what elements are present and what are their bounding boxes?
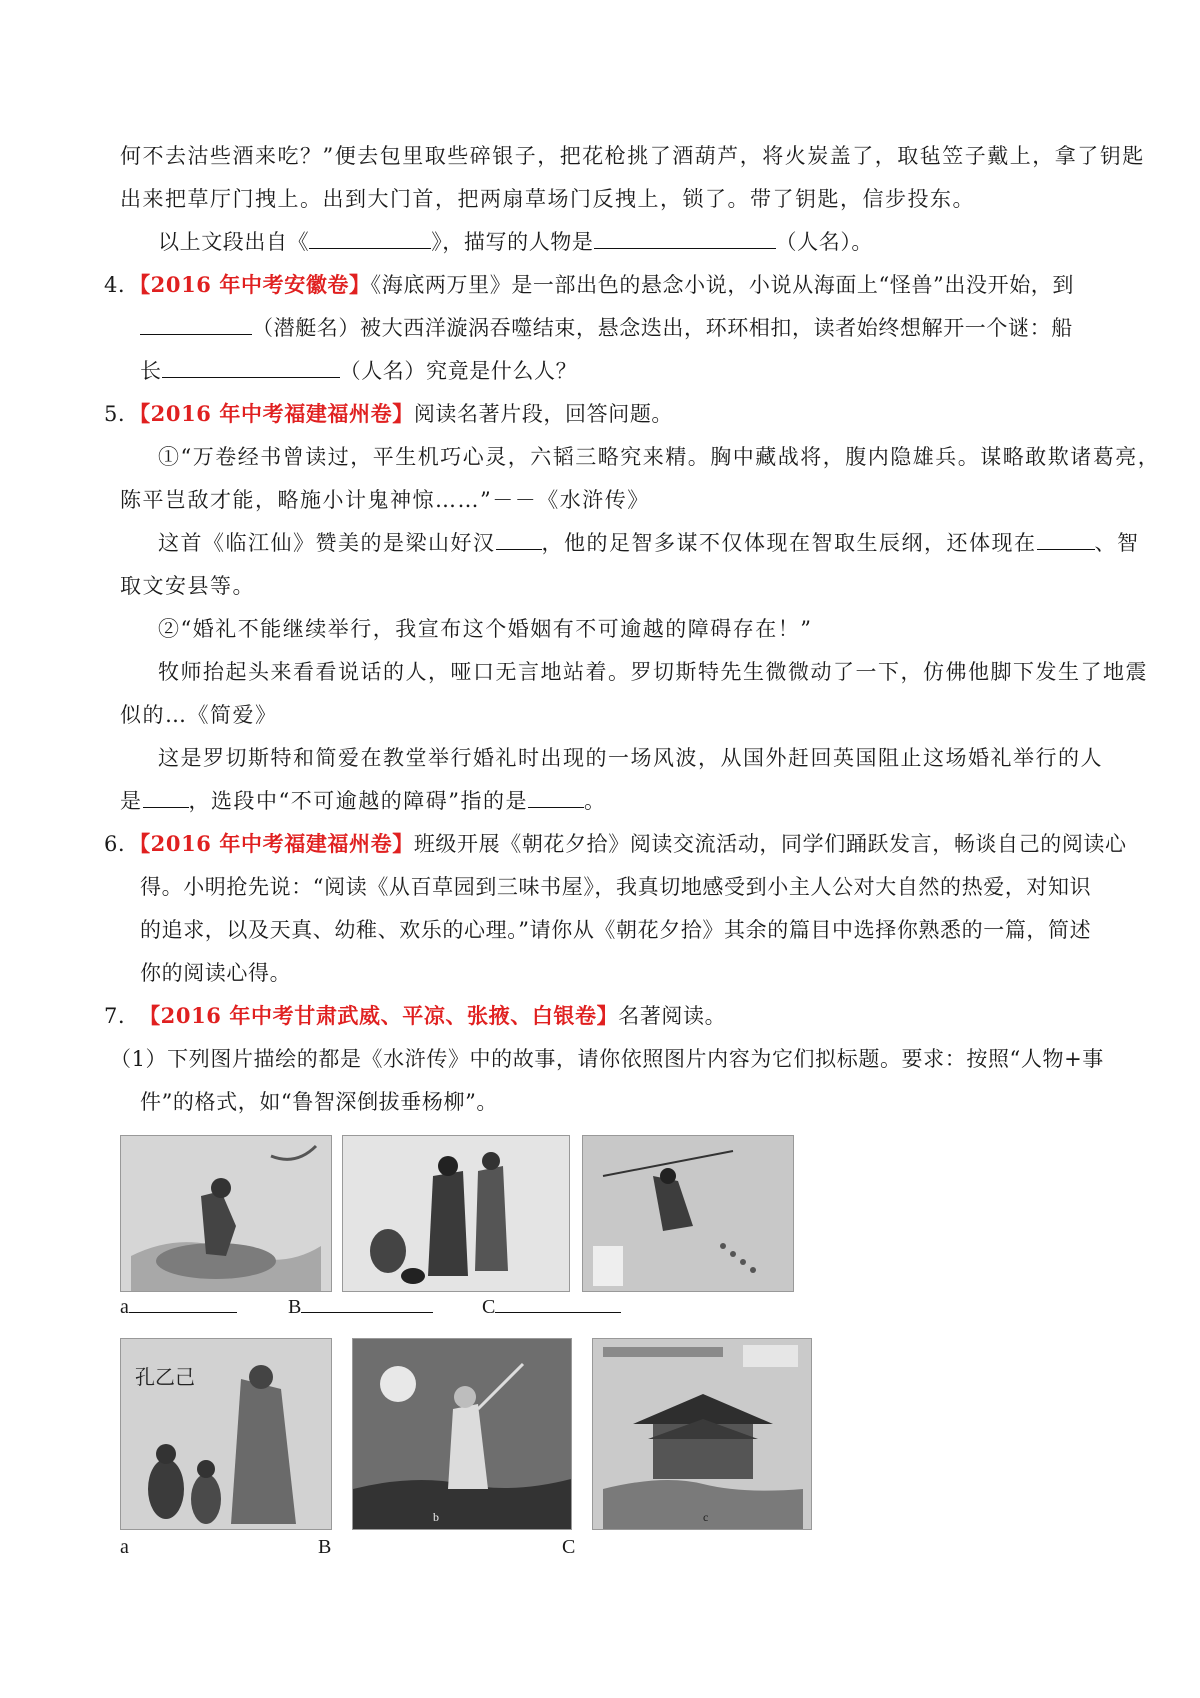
question-text: 长 <box>140 359 162 383</box>
question-text: ，选段中“不可逾越的障碍”指的是 <box>188 789 528 813</box>
illustration-3-art <box>583 1136 793 1291</box>
illustration-4 <box>120 1338 332 1530</box>
illustration-6-label: c <box>703 1510 709 1524</box>
illustration-6 <box>592 1338 812 1530</box>
question-7-sub1-line-2: 件”的格式，如“鲁智深倒拔垂杨柳”。 <box>140 1090 499 1114</box>
question-6-line-3: 的追求，以及天真、幼稚、欢乐的心理。”请你从《朝花夕拾》其余的篇目中选择你熟悉的一篇，简述 <box>140 918 1092 942</box>
excerpt-1-question-line-1 <box>158 528 1140 558</box>
question-text: 。 <box>583 789 607 813</box>
illustration-6-art <box>593 1339 811 1529</box>
answer-blank[interactable] <box>162 357 340 378</box>
answer-blank[interactable] <box>1037 529 1095 550</box>
excerpt-2-line-3: 似的…《简爱》 <box>120 703 278 727</box>
illustration-3 <box>582 1135 794 1292</box>
question-text: （人名）。 <box>775 230 874 254</box>
illustration-5-art <box>353 1339 571 1529</box>
question-source: 【2016 年中考福建福州卷】 <box>139 401 414 426</box>
question-6-line-1 <box>104 829 1127 859</box>
excerpt-2-line-1: ②“婚礼不能继续举行，我宣布这个婚姻有不可逾越的障碍存在！” <box>158 617 813 641</box>
question-text: 以上文段出自《 <box>158 230 310 254</box>
caption-row-2-a: a <box>120 1536 129 1558</box>
excerpt-2-question-line-1: 这是罗切斯特和简爱在教堂举行婚礼时出现的一场风波，从国外赶回英国阻止这场婚礼举行的人 <box>158 746 1103 770</box>
caption-label: a <box>120 1296 129 1318</box>
caption-label: C <box>482 1296 496 1318</box>
answer-blank[interactable] <box>129 1294 237 1313</box>
question-text: 《海底两万里》是一部出色的悬念小说，小说从海面上“怪兽”出没开始，到 <box>370 273 1074 297</box>
illustration-5 <box>352 1338 572 1530</box>
question-number: 5． <box>104 402 140 426</box>
caption-row-1-b <box>288 1294 433 1319</box>
illustration-1 <box>120 1135 332 1292</box>
question-text: （潜艇名）被大西洋漩涡吞噬结束，悬念迭出，环环相扣，读者始终想解开一个谜：船 <box>252 316 1073 340</box>
question-text: 是 <box>120 789 143 813</box>
illustration-5-label: b <box>433 1510 439 1524</box>
illustration-4-art <box>121 1339 331 1529</box>
caption-row-2-c: C <box>562 1536 576 1558</box>
answer-blank[interactable] <box>528 787 584 808</box>
question-6-line-4: 你的阅读心得。 <box>140 961 292 985</box>
excerpt-2-question-line-2 <box>120 786 606 816</box>
caption-row-2-b: B <box>318 1536 332 1558</box>
question-text: 名著阅读。 <box>618 1004 727 1028</box>
question-4-line-1 <box>104 270 1074 300</box>
question-text: ，他的足智多谋不仅体现在智取生辰纲，还体现在 <box>541 531 1037 555</box>
question-7-sub1-line-1: （1）下列图片描绘的都是《水浒传》中的故事，请你依照图片内容为它们拟标题。要求：按照“人物+事 <box>110 1047 1104 1071</box>
illustration-4-caption: 孔乙己 <box>135 1365 195 1389</box>
caption-row-1 <box>120 1294 237 1319</box>
question-7-header <box>104 1001 726 1031</box>
question-number: 4． <box>104 273 140 297</box>
passage-line-2: 出来把草厅门拽上。出到大门首，把两扇草场门反拽上，锁了。带了钥匙，信步投东。 <box>120 187 975 211</box>
passage-question <box>158 227 873 257</box>
illustration-2 <box>342 1135 570 1292</box>
answer-blank[interactable] <box>309 228 431 249</box>
caption-label: B <box>288 1296 302 1318</box>
question-source: 【2016 年中考福建福州卷】 <box>139 831 414 856</box>
excerpt-1-line-2: 陈平岂敌才能，略施小计鬼神惊……”－－《水浒传》 <box>120 488 650 512</box>
answer-blank[interactable] <box>594 228 776 249</box>
question-5-header <box>104 399 673 429</box>
question-text: 这首《临江仙》赞美的是梁山好汉 <box>158 531 496 555</box>
question-text: （人名）究竟是什么人？ <box>339 359 578 383</box>
answer-blank[interactable] <box>143 787 189 808</box>
question-number: 7． <box>104 1004 140 1028</box>
question-text: 班级开展《朝花夕拾》阅读交流活动，同学们踊跃发言，畅谈自己的阅读心 <box>413 832 1127 856</box>
question-text: 、智 <box>1094 531 1140 555</box>
question-source: 【2016 年中考甘肃武威、平凉、张掖、白银卷】 <box>149 1003 619 1028</box>
question-number: 6． <box>104 832 140 856</box>
question-4-line-2 <box>140 313 1073 343</box>
question-text: 》，描写的人物是 <box>431 230 594 254</box>
answer-blank[interactable] <box>496 529 542 550</box>
caption-row-1-c <box>482 1294 621 1319</box>
question-source: 【2016 年中考安徽卷】 <box>139 272 371 297</box>
passage-line-1: 何不去沽些酒来吃？”便去包里取些碎银子，把花枪挑了酒葫芦，将火炭盖了，取毡笠子戴上，拿了钥匙 <box>120 144 1145 168</box>
question-6-line-2: 得。小明抢先说：“阅读《从百草园到三味书屋》，我真切地感受到小主人公对大自然的热爱，对知识 <box>140 875 1092 899</box>
answer-blank[interactable] <box>301 1294 433 1313</box>
excerpt-2-line-2: 牧师抬起头来看看说话的人，哑口无言地站着。罗切斯特先生微微动了一下，仿佛他脚下发生了地震 <box>158 660 1148 684</box>
illustration-1-art <box>121 1136 331 1291</box>
excerpt-1-question-line-2: 取文安县等。 <box>120 574 255 598</box>
excerpt-1-line-1: ①“万卷经书曾读过，平生机巧心灵，六韬三略究来精。胸中藏战将，腹内隐雄兵。谋略敢欺诸葛亮， <box>158 445 1161 469</box>
answer-blank[interactable] <box>495 1294 621 1313</box>
answer-blank[interactable] <box>140 314 252 335</box>
illustration-2-art <box>343 1136 569 1291</box>
question-4-line-3 <box>140 356 577 386</box>
question-text: 阅读名著片段，回答问题。 <box>413 402 674 426</box>
